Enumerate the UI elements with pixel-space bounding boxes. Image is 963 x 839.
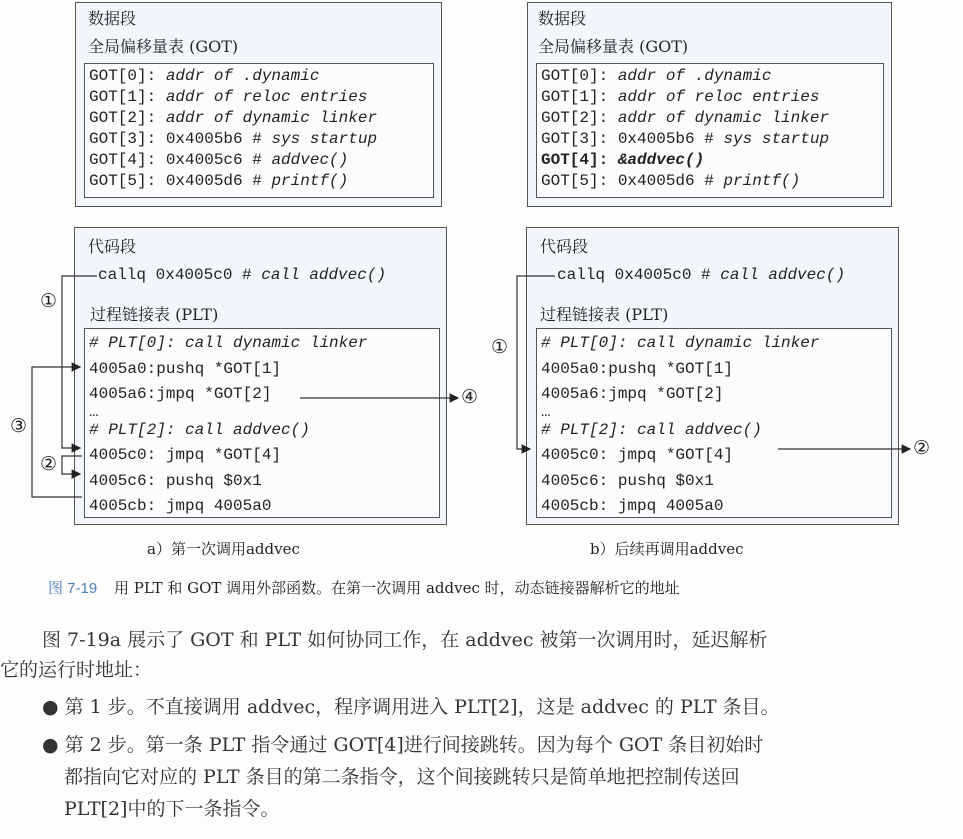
caption-a: a）第一次调用addvec (147, 540, 300, 558)
bullet-step1: ● 第 1 步。不直接调用 addvec，程序调用进入 PLT[2]，这是 addvec 的 PLT 条目。 (42, 696, 780, 718)
plt-entry: 4005a0:pushq *GOT[1] (89, 359, 282, 378)
paragraph-line: PLT[2]中的下一条指令。 (64, 798, 280, 820)
paragraph-line: 都指向它对应的 PLT 条目的第二条指令，这个间接跳转只是简单地把控制传送回 (64, 766, 740, 788)
plt-entry: 4005cb: jmpq 4005a0 (541, 497, 724, 515)
callq-instruction: callq 0x4005c0 # call addvec() (557, 266, 846, 284)
plt-entry: … (89, 402, 99, 421)
caption-b: b）后续再调用addvec (590, 540, 744, 558)
plt-entry: # PLT[0]: call dynamic linker (89, 334, 368, 352)
plt-title: 过程链接表 (PLT) (540, 305, 669, 324)
got-entry: GOT[4]: 0x4005c6 # addvec() (89, 151, 349, 169)
plt-entry: 4005a6:jmpq *GOT[2] (89, 385, 272, 403)
got-entry: GOT[5]: 0x4005d6 # printf() (541, 172, 801, 190)
data-segment-title: 数据段 (88, 9, 137, 28)
got-entry: GOT[2]: addr of dynamic linker (89, 109, 378, 127)
got-title: 全局偏移量表 (GOT) (88, 37, 239, 56)
plt-entry: 4005c6: pushq $0x1 (89, 471, 262, 490)
code-segment-title: 代码段 (88, 237, 137, 256)
paragraph-line: 图 7-19a 展示了 GOT 和 PLT 如何协同工作，在 addvec 被第一次调用时，延迟解析 (42, 629, 768, 651)
plt-entry: 4005a0:pushq *GOT[1] (541, 359, 734, 378)
got-entry: GOT[4]: &addvec() (541, 151, 705, 169)
plt-entry: 4005c0: jmpq *GOT[4] (541, 446, 734, 464)
marker-1: ① (40, 290, 58, 312)
paragraph-line: 它的运行时地址： (0, 659, 153, 681)
got-entry: GOT[1]: addr of reloc entries (541, 88, 820, 106)
figure-caption-text: 用 PLT 和 GOT 调用外部函数。在第一次调用 addvec 时，动态链接器解析它的地址 (113, 579, 680, 597)
callq-instruction: callq 0x4005c0 # call addvec() (98, 266, 387, 284)
got-entry: GOT[3]: 0x4005b6 # sys startup (89, 130, 378, 148)
plt-entry: 4005cb: jmpq 4005a0 (89, 497, 272, 515)
marker-2: ② (913, 437, 931, 459)
got-entry: GOT[3]: 0x4005b6 # sys startup (541, 130, 830, 148)
data-segment-title: 数据段 (538, 9, 587, 28)
bullet-step2: ● 第 2 步。第一条 PLT 指令通过 GOT[4]进行间接跳转。因为每个 GOT 条目初始时 (42, 734, 764, 756)
plt-entry: 4005c0: jmpq *GOT[4] (89, 446, 282, 464)
arrow-step1-b (517, 276, 555, 449)
plt-entry: # PLT[2]: call addvec() (89, 420, 310, 439)
got-entry: GOT[0]: addr of .dynamic (541, 67, 772, 85)
arrow-step1-a (62, 276, 97, 448)
got-entry: GOT[2]: addr of dynamic linker (541, 109, 830, 127)
figure-caption (48, 577, 680, 598)
code-segment-title: 代码段 (540, 237, 589, 256)
marker-4: ④ (461, 386, 479, 408)
plt-entry: 4005c6: pushq $0x1 (541, 471, 714, 490)
got-entry: GOT[0]: addr of .dynamic (89, 67, 320, 85)
plt-entry: # PLT[2]: call addvec() (541, 420, 762, 439)
arrow-step2-a (62, 456, 82, 474)
plt-title: 过程链接表 (PLT) (90, 305, 219, 324)
marker-2: ② (40, 453, 58, 475)
marker-3: ③ (10, 415, 28, 437)
plt-entry: # PLT[0]: call dynamic linker (541, 334, 820, 352)
plt-entry: … (541, 402, 551, 421)
plt-entry: 4005a6:jmpq *GOT[2] (541, 385, 724, 403)
got-title: 全局偏移量表 (GOT) (538, 37, 689, 56)
figure-number: 图 7-19 (48, 580, 98, 597)
got-entry: GOT[5]: 0x4005d6 # printf() (89, 172, 349, 190)
got-entry: GOT[1]: addr of reloc entries (89, 88, 368, 106)
arrow-step3-a (32, 367, 82, 497)
marker-1: ① (491, 336, 509, 358)
